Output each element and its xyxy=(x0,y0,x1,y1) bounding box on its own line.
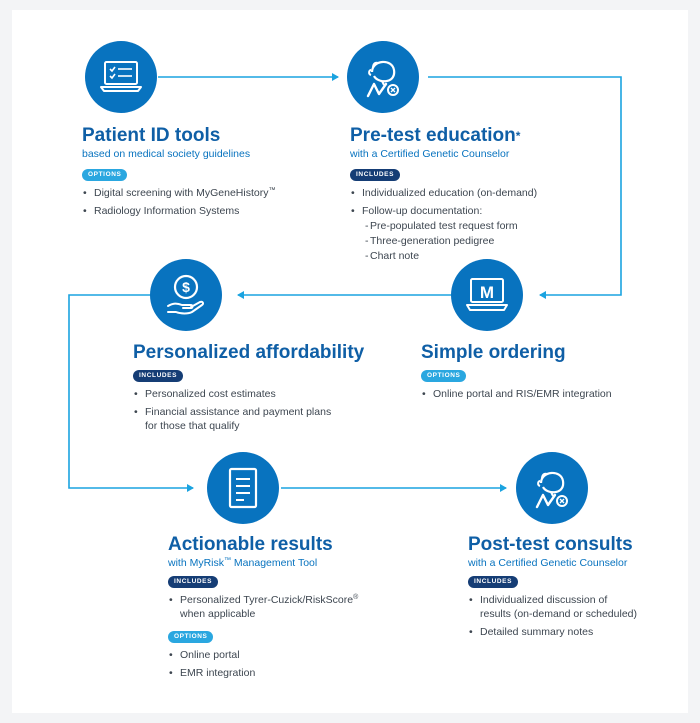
list-item: • Financial assistance and payment plans xyxy=(133,405,364,419)
includes-badge: INCLUDES xyxy=(168,576,218,588)
results-icon-circle xyxy=(207,452,279,524)
list-item: • Individualized discussion of xyxy=(468,593,637,607)
step-subtitle: based on medical society guidelines xyxy=(82,148,251,160)
step-post-test xyxy=(468,534,637,643)
step-subtitle: with MyRisk™ Management Tool xyxy=(168,557,318,569)
step-affordability xyxy=(133,342,364,437)
options-badge: OPTIONS xyxy=(82,169,127,181)
step-results xyxy=(168,534,358,684)
options-badge: OPTIONS xyxy=(168,631,213,643)
sub-list-item: - Chart note xyxy=(350,249,537,263)
sub-list-item: - Pre-populated test request form xyxy=(350,219,537,233)
step-ordering xyxy=(421,342,612,405)
ordering-icon-circle xyxy=(451,259,523,331)
genetic-counselor-icon xyxy=(360,54,406,100)
pre-test-icon-circle xyxy=(347,41,419,113)
step-title: Personalized affordability xyxy=(133,342,365,363)
step-title: Post-test consults xyxy=(468,534,633,555)
list-item: • EMR integration xyxy=(168,666,358,680)
list-item: • Personalized cost estimates xyxy=(133,387,364,401)
includes-badge: INCLUDES xyxy=(468,576,518,588)
list-item: • Detailed summary notes xyxy=(468,625,637,639)
laptop-checklist-icon xyxy=(99,60,143,94)
list-item-continuation: when applicable xyxy=(180,608,256,620)
step-pre-test xyxy=(350,125,537,264)
step-patient-id xyxy=(82,125,275,222)
step-title: Simple ordering xyxy=(421,342,566,363)
dollar-hand-icon xyxy=(163,272,209,318)
list-item-continuation: results (on-demand or scheduled) xyxy=(480,608,637,620)
affordability-icon-circle xyxy=(150,259,222,331)
genetic-counselor-icon xyxy=(529,465,575,511)
includes-badge: INCLUDES xyxy=(133,370,183,382)
step-title: Pre-test education* xyxy=(350,125,521,146)
step-subtitle: with a Certified Genetic Counselor xyxy=(468,557,628,569)
step-title: Actionable results xyxy=(168,534,333,555)
options-badge: OPTIONS xyxy=(421,370,466,382)
includes-badge: INCLUDES xyxy=(350,169,400,181)
list-item: • Individualized education (on-demand) xyxy=(350,186,537,200)
list-item: • Digital screening with MyGeneHistory™ xyxy=(82,186,275,200)
list-item-continuation: for those that qualify xyxy=(145,420,240,432)
list-item: • Radiology Information Systems xyxy=(82,204,275,218)
document-icon xyxy=(225,466,261,510)
laptop-myriad-icon xyxy=(465,277,509,313)
list-item: • Online portal xyxy=(168,648,358,662)
patient-id-icon-circle xyxy=(85,41,157,113)
step-subtitle: with a Certified Genetic Counselor xyxy=(350,148,510,160)
svg-text:$: $ xyxy=(182,279,190,295)
post-test-icon-circle xyxy=(516,452,588,524)
list-item: • Follow-up documentation: xyxy=(350,204,537,218)
step-title: Patient ID tools xyxy=(82,125,221,146)
sub-list-item: - Three-generation pedigree xyxy=(350,234,537,248)
list-item: • Personalized Tyrer-Cuzick/RiskScore® xyxy=(168,593,358,607)
myriad-monogram: M xyxy=(479,283,495,302)
list-item: • Online portal and RIS/EMR integration xyxy=(421,387,612,401)
